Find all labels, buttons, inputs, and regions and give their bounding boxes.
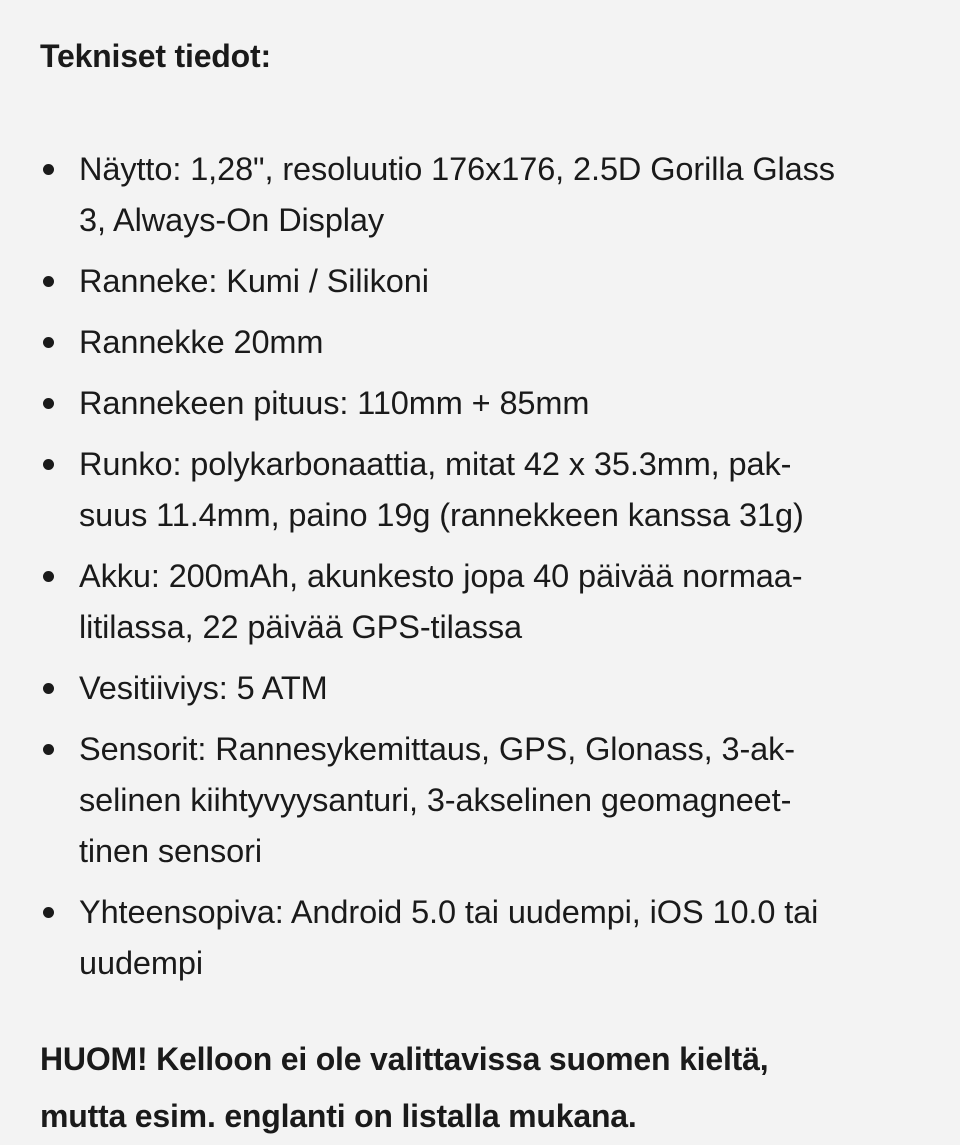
note-line: mutta esim. englanti on listalla mukana. [40,1098,637,1134]
spec-line: Vesitiiviys: 5 ATM [79,670,328,706]
spec-heading: Tekniset tiedot: [40,38,271,74]
spec-item-strap-width [40,317,920,368]
bullet-icon [43,744,54,755]
spec-line: Näytto: 1,28", resoluutio 176x176, 2.5D Gorilla Glass [79,151,835,187]
spec-line: tinen sensori [79,833,262,869]
bullet-icon [43,276,54,287]
spec-line: Runko: polykarbonaattia, mitat 42 x 35.3mm, pak- [79,446,792,482]
bullet-icon [43,907,54,918]
spec-line: Sensorit: Rannesykemittaus, GPS, Glonass, 3-ak- [79,731,796,767]
spec-list [40,144,920,989]
spec-item-battery [40,551,920,653]
spec-item-sensors [40,724,920,877]
bullet-icon [43,337,54,348]
spec-line: Yhteensopiva: Android 5.0 tai uudempi, iOS 10.0 tai [79,894,819,930]
spec-line: selinen kiihtyvyysanturi, 3-akselinen geomagneet- [79,782,792,818]
spec-item-strap-length [40,378,920,429]
bullet-icon [43,459,54,470]
spec-item-compatibility [40,887,920,989]
spec-line: Ranneke: Kumi / Silikoni [79,263,429,299]
spec-item-display [40,144,920,246]
spec-line: 3, Always-On Display [79,202,385,238]
spec-line: litilassa, 22 päivää GPS-tilassa [79,609,522,645]
spec-line: suus 11.4mm, paino 19g (rannekkeen kanssa 31g) [79,497,804,533]
spec-item-strap-material [40,256,920,307]
bullet-icon [43,571,54,582]
spec-item-water-resistance [40,663,920,714]
spec-line: Rannekke 20mm [79,324,324,360]
language-note [40,1031,920,1145]
spec-line: Akku: 200mAh, akunkesto jopa 40 päivää normaa- [79,558,803,594]
note-line: HUOM! Kelloon ei ole valittavissa suomen kieltä, [40,1041,769,1077]
bullet-icon [43,398,54,409]
spec-line: uudempi [79,945,203,981]
spec-item-body [40,439,920,541]
spec-line: Rannekeen pituus: 110mm + 85mm [79,385,590,421]
bullet-icon [43,683,54,694]
bullet-icon [43,164,54,175]
